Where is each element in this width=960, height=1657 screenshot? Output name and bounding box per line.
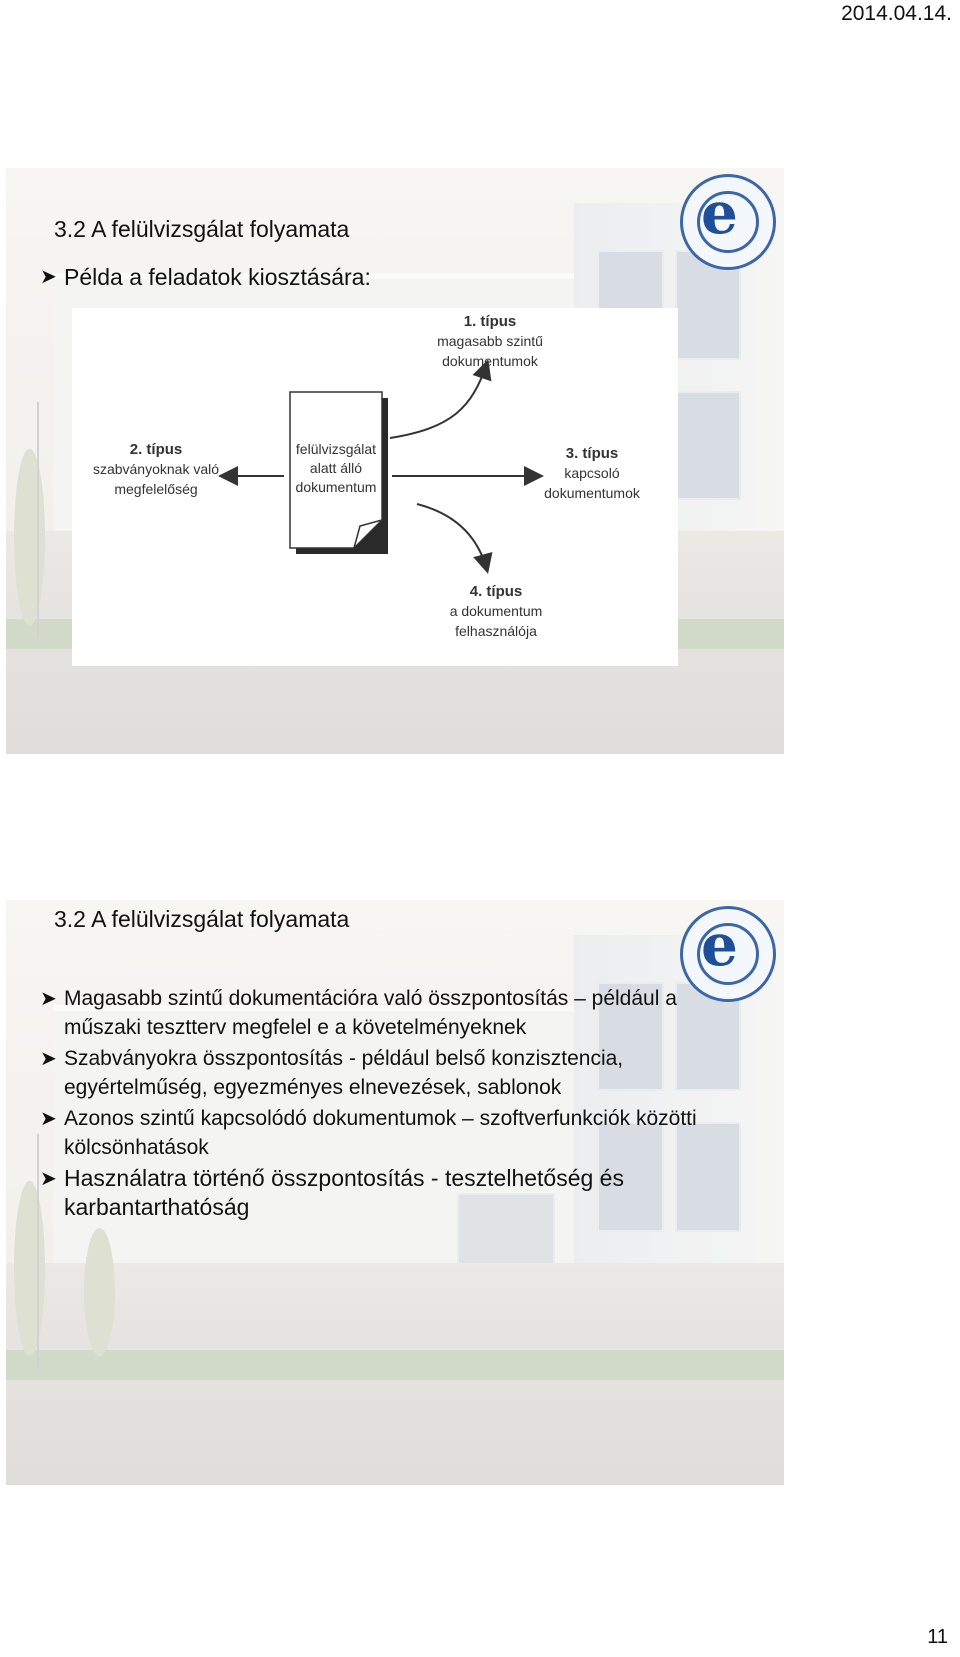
arrow-to-type1 [390,363,487,438]
center-label-1: felülvizsgálat [295,441,377,457]
page-number: 11 [927,1626,948,1648]
arrow-to-type4 [417,504,487,570]
bullet-item [40,1044,740,1102]
type3-line3: dokumentumok [544,485,640,501]
slide-title: 3.2 A felülvizsgálat folyamata [54,216,350,242]
type4-label: 4. típus [469,583,523,600]
university-seal-logo: e [680,906,776,1002]
arrow-bullet-icon: ➤ [40,1048,57,1070]
slide-title: 3.2 A felülvizsgálat folyamata [54,906,350,932]
type3-label: 3. típus [565,445,619,462]
type2-line3: megfelelőség [114,481,198,497]
bullet-list [40,984,740,1224]
review-diagram [72,308,678,666]
type3-line2: kapcsoló [564,465,620,481]
bullet-item [40,1104,740,1162]
university-seal-logo: e [680,174,776,270]
type2-label: 2. típus [129,441,183,458]
center-label-3: dokumentum [295,479,377,495]
bullet-text: Azonos szintű kapcsolódó dokumentumok – szoftverfunkciók közötti kölcsönhatások [64,1107,697,1159]
page-date: 2014.04.14. [841,2,952,25]
arrow-bullet-icon: ➤ [40,1168,57,1190]
type1-line2: magasabb szintű [437,333,543,349]
subtitle-row [40,264,371,291]
type2-line2: szabványoknak való [92,461,220,477]
arrow-bullet-icon: ➤ [40,266,57,288]
slide-1 [6,168,784,754]
type1-line3: dokumentumok [442,353,538,369]
type4-line3: felhasználója [455,623,537,639]
type1-label: 1. típus [463,313,517,330]
arrow-bullet-icon: ➤ [40,1108,57,1130]
bullet-text: Magasabb szintű dokumentációra való összpontosítás – például a műszaki tesztterv megfelel e a követelményeknek [64,987,677,1039]
arrow-bullet-icon: ➤ [40,988,57,1010]
center-label-2: alatt álló [309,460,363,476]
bullet-item [40,1164,740,1222]
bullet-item [40,984,740,1042]
slide-subtitle: Példa a feladatok kiosztására: [64,264,371,290]
type4-line2: a dokumentum [449,603,543,619]
bullet-text: Szabványokra összpontosítás - például belső konzisztencia, egyértelműség, egyezményes elnevezések, sablonok [64,1047,624,1099]
bullet-text: Használatra történő összpontosítás - tesztelhetőség és karbantarthatóság [64,1165,624,1220]
slide-2 [6,900,784,1485]
